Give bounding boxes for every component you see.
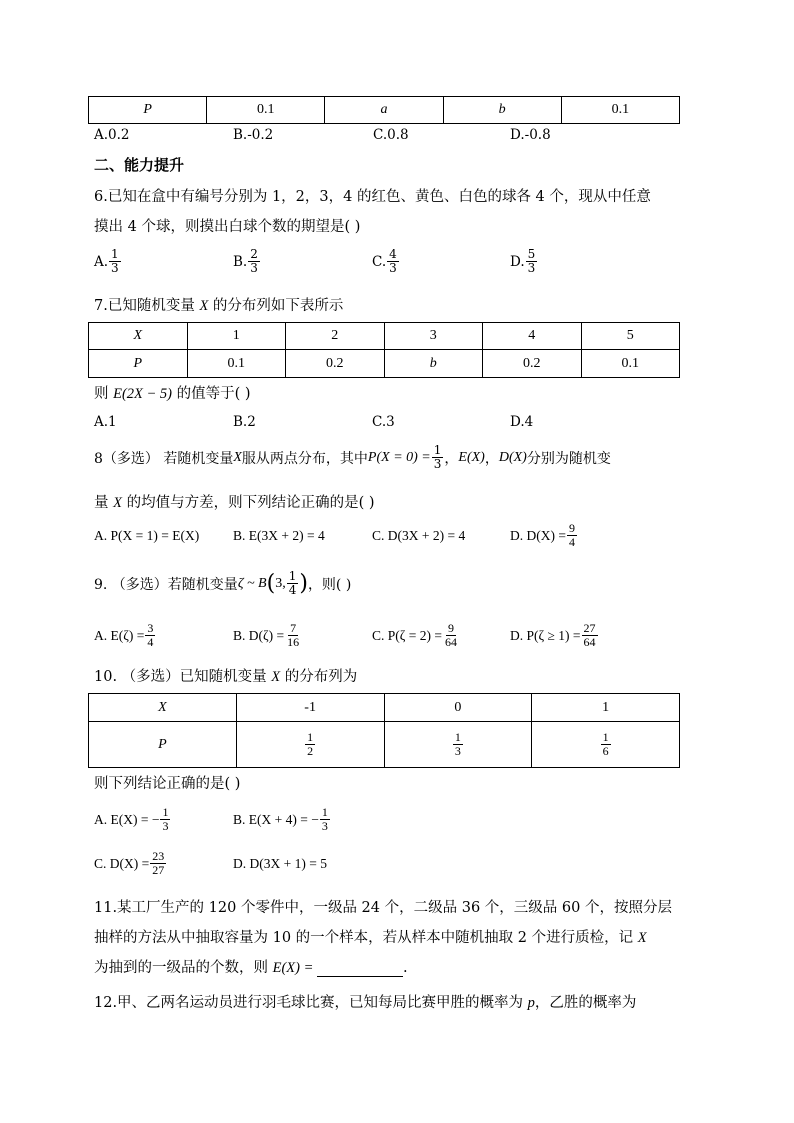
fraction: $\frac{27}{64}$ (583, 621, 596, 649)
table-cell: 5 (581, 323, 680, 350)
table-cell: 0 (384, 694, 532, 722)
q6-option-b: B. 2 3 (233, 247, 258, 275)
q7-stem: 7.已知随机变量 X 的分布列如下表所示 (94, 298, 344, 314)
table-cell (384, 722, 532, 768)
q6-stem-line1: 6.已知在盒中有编号分别为 1，2，3，4 的红色、黄色、白色的球各 4 个，现从中任意 (94, 189, 651, 205)
fraction: $\frac{7}{16}$ (287, 621, 300, 649)
q5-option-a: A.0.2 (94, 127, 130, 143)
table-cell: X (89, 694, 237, 722)
q8-stem-line2: 量 X 的均值与方差，则下列结论正确的是( ) (94, 495, 375, 511)
table-cell (532, 722, 680, 768)
fraction: 5 3 (527, 247, 536, 275)
fraction: $\frac{1}{3}$ (433, 443, 442, 471)
q6-option-c: C. 4 3 (372, 247, 397, 275)
q10-distribution-table (88, 693, 680, 768)
table-cell: P (89, 97, 207, 124)
table-cell: 0.2 (286, 350, 385, 378)
fraction: 1 4 (288, 569, 297, 597)
q10-question: 则下列结论正确的是( ) (94, 776, 241, 792)
fraction: $\frac{1}{2}$ (307, 730, 314, 758)
q8-option-d: D. D(X) = $\frac{9}{4}$ (510, 521, 575, 549)
fraction: $\frac{1}{3}$ (321, 805, 328, 833)
table-cell: 0.2 (483, 350, 582, 378)
q5-option-c: C.0.8 (373, 127, 409, 143)
table-cell: 0.1 (561, 97, 679, 124)
q9-option-d: D. P(ζ ≥ 1) = $\frac{27}{64}$ (510, 621, 596, 649)
q10-stem: 10. （多选）已知随机变量 X 的分布列为 (94, 669, 358, 685)
table-cell: 1 (532, 694, 680, 722)
q6-stem-line2: 摸出 4 个球，则摸出白球个数的期望是( ) (94, 219, 361, 235)
table-cell: 2 (286, 323, 385, 350)
fraction: 2 3 (250, 247, 258, 275)
table-cell: X (89, 323, 188, 350)
table-cell (236, 722, 384, 768)
fraction: $\frac{9}{4}$ (568, 521, 575, 549)
q7-option-c: C.3 (372, 414, 395, 430)
fraction: $\frac{9}{64}$ (444, 621, 457, 649)
fraction: 4 3 (389, 247, 397, 275)
section-heading: 二、能力提升 (94, 156, 185, 174)
q9-option-a: A. E(ζ) = $\frac{3}{4}$ (94, 621, 154, 649)
q5-option-d: D.-0.8 (510, 127, 551, 143)
fraction: $\frac{1}{6}$ (602, 730, 609, 758)
q11-stem-line1: 11.某工厂生产的 120 个零件中，一级品 24 个，二级品 36 个，三级品 60 个，按照分层 (94, 900, 672, 916)
table-cell: -1 (236, 694, 384, 722)
table-cell: a (325, 97, 443, 124)
table-cell: b (443, 97, 561, 124)
q9-option-b: B. D(ζ) = $\frac{7}{16}$ (233, 621, 300, 649)
fraction: $\frac{3}{4}$ (147, 621, 154, 649)
q10-option-d: D. D(3X + 1) = 5 (233, 856, 327, 871)
table-cell: 0.1 (207, 97, 325, 124)
q7-distribution-table (88, 322, 680, 378)
table-cell: 0.1 (187, 350, 286, 378)
q8-option-c: C. D(3X + 2) = 4 (372, 528, 466, 543)
fraction: $\frac{1}{3}$ (162, 805, 169, 833)
q12-stem-line1: 12.甲、乙两名运动员进行羽毛球比赛，已知每局比赛甲胜的概率为 p，乙胜的概率为 (94, 995, 637, 1011)
table-cell: b (384, 350, 483, 378)
q10-option-b: B. E(X + 4) = − $\frac{1}{3}$ (233, 805, 328, 833)
answer-blank[interactable] (317, 962, 403, 977)
q11-stem-line2: 抽样的方法从中抽取容量为 10 的一个样本，若从样本中随机抽取 2 个进行质检，记 X (94, 930, 647, 946)
q8-stem-line1: 8（多选） 若随机变量 X 服从两点分布，其中 P(X = 0) = $\frac{1}{3}$ ， E(X) ， D(X) 分别为随机变 (94, 443, 611, 471)
table-cell: 3 (384, 323, 483, 350)
fraction: $\frac{23}{27}$ (152, 849, 165, 877)
table-cell: 1 (187, 323, 286, 350)
q8-option-a: A. P(X = 1) = E(X) (94, 528, 200, 543)
q5-distribution-table (88, 96, 680, 124)
table-cell: P (89, 722, 237, 768)
q11-stem-line3: 为抽到的一级品的个数，则 E(X) = . (94, 960, 408, 976)
q8-option-b: B. E(3X + 2) = 4 (233, 528, 325, 543)
q7-question: 则 E(2X − 5) 的值等于( ) (94, 386, 251, 402)
q9-option-c: C. P(ζ = 2) = $\frac{9}{64}$ (372, 621, 457, 649)
q9-stem: 9. （多选）若随机变量 ζ ~ B ( 3, 1 4 ) ，则( ) (94, 569, 352, 597)
table-cell: P (89, 350, 188, 378)
q6-option-a: A. 1 3 (94, 247, 119, 275)
q10-option-c: C. D(X) = $\frac{23}{27}$ (94, 849, 165, 877)
q7-option-b: B.2 (233, 414, 256, 430)
table-cell: 0.1 (581, 350, 680, 378)
q7-option-d: D.4 (510, 414, 534, 430)
q5-option-b: B.-0.2 (233, 127, 274, 143)
q7-option-a: A.1 (94, 414, 117, 430)
fraction: 1 3 (111, 247, 119, 275)
q10-option-a: A. E(X) = − $\frac{1}{3}$ (94, 805, 169, 833)
q6-option-d: D. 5 3 (510, 247, 536, 275)
table-cell: 4 (483, 323, 582, 350)
fraction: $\frac{1}{3}$ (454, 730, 461, 758)
